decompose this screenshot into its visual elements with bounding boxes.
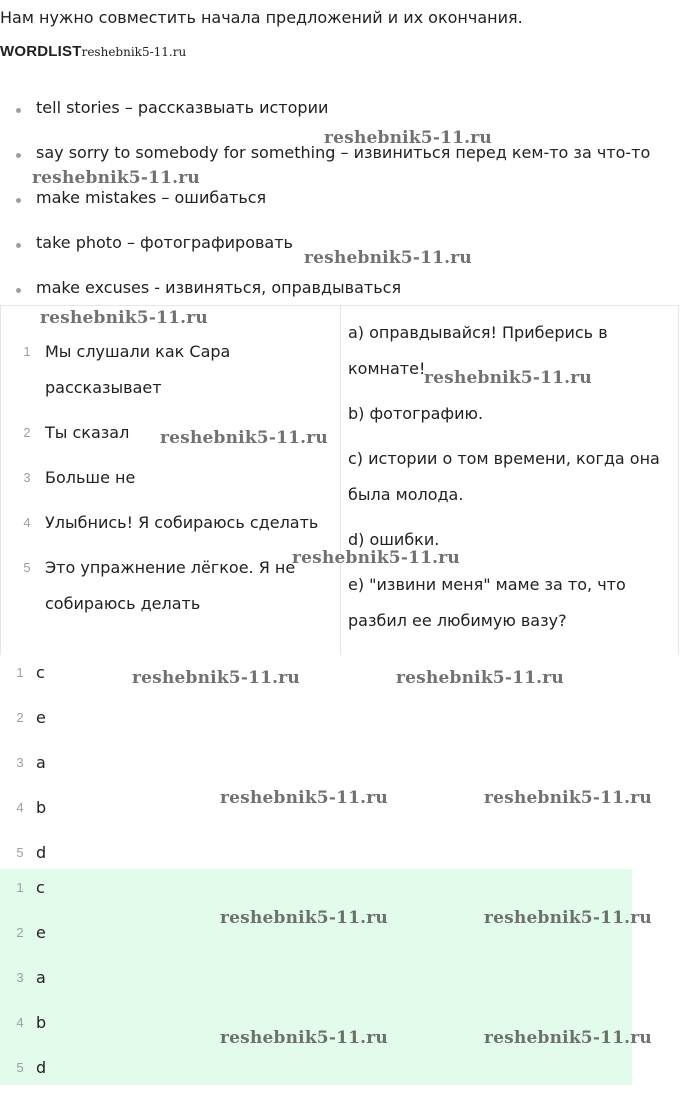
answer-item <box>0 915 46 960</box>
answer-item <box>0 700 46 745</box>
highlighted-answers-list <box>0 870 46 1095</box>
answer-text: b <box>36 1013 47 1032</box>
wordlist-item-text: tell stories – рассказвыать истории <box>36 98 329 117</box>
bullet-icon <box>16 288 21 293</box>
intro-text: Нам нужно совместить начала предложений и их окончания. <box>0 8 523 27</box>
watermark: reshebnik5-11.ru <box>40 308 208 328</box>
answer-number: 5 <box>16 845 24 860</box>
answer-number: 1 <box>16 665 24 680</box>
answer-text: a <box>36 753 46 772</box>
answer-number: 2 <box>16 925 24 940</box>
watermark: reshebnik5-11.ru <box>396 668 564 688</box>
list-item <box>1 334 339 406</box>
item-text: Это упражнение лёгкое. Я не собираюсь делать <box>45 558 296 613</box>
ending-item: a) оправдывайся! Приберись в комнате! <box>348 323 608 378</box>
answer-number: 4 <box>16 1015 24 1030</box>
item-text: Улыбнись! Я собираюсь сделать <box>45 513 319 532</box>
answer-item <box>0 745 46 790</box>
watermark: reshebnik5-11.ru <box>220 1028 388 1048</box>
column-divider <box>340 306 341 655</box>
ending-item: d) ошибки. <box>348 530 440 549</box>
answer-item <box>0 790 46 835</box>
sentence-endings <box>348 315 674 648</box>
item-number: 1 <box>23 344 31 359</box>
watermark: reshebnik5-11.ru <box>160 428 328 448</box>
answer-text: d <box>36 843 47 862</box>
watermark: reshebnik5-11.ru <box>324 128 492 148</box>
item-text: Больше не <box>45 468 136 487</box>
answer-text: c <box>36 878 45 897</box>
wordlist-item-text: make mistakes – ошибаться <box>36 188 267 207</box>
answer-text: b <box>36 798 47 817</box>
answer-number: 2 <box>16 710 24 725</box>
bullet-icon <box>16 243 21 248</box>
wordlist-item-text: say sorry to somebody for something – извиниться перед кем-то за что-то <box>36 143 651 162</box>
answer-number: 4 <box>16 800 24 815</box>
watermark: reshebnik5-11.ru <box>484 788 652 808</box>
watermark: reshebnik5-11.ru <box>220 788 388 808</box>
wordlist-item-text: make excuses - извиняться, оправдываться <box>36 278 402 297</box>
answer-item <box>0 1005 46 1050</box>
wordlist-item <box>0 186 650 231</box>
answer-text: d <box>36 1058 47 1077</box>
ending-item: b) фотографию. <box>348 404 484 423</box>
bullet-icon <box>16 108 21 113</box>
watermark: reshebnik5-11.ru <box>292 548 460 568</box>
wordlist-heading <box>0 42 186 62</box>
matching-table <box>0 305 679 655</box>
answer-number: 5 <box>16 1060 24 1075</box>
ending-item: e) "извини меня" маме за то, что разбил ее любимую вазу? <box>348 575 626 630</box>
watermark: reshebnik5-11.ru <box>484 1028 652 1048</box>
answer-text: c <box>36 663 45 682</box>
answer-item <box>0 1050 46 1095</box>
bullet-icon <box>16 198 21 203</box>
bullet-icon <box>16 153 21 158</box>
item-number: 2 <box>23 425 31 440</box>
wordlist-title: WORDLIST <box>0 43 82 60</box>
answer-item <box>0 655 46 700</box>
list-item <box>1 550 339 622</box>
watermark: reshebnik5-11.ru <box>304 248 472 268</box>
watermark: reshebnik5-11.ru <box>132 668 300 688</box>
answer-text: e <box>36 923 46 942</box>
answer-text: e <box>36 708 46 727</box>
wordlist-item-text: take photo – фотографировать <box>36 233 293 252</box>
answer-text: a <box>36 968 46 987</box>
highlighted-answers-background <box>0 869 632 1085</box>
ending-item: c) истории о том времени, когда она была молода. <box>348 449 660 504</box>
watermark: reshebnik5-11.ru <box>32 168 200 188</box>
answer-number: 1 <box>16 880 24 895</box>
answer-number: 3 <box>16 755 24 770</box>
item-text: Мы слушали как Сара рассказывает <box>45 342 231 397</box>
sentence-beginnings <box>1 334 339 631</box>
list-item <box>1 505 339 541</box>
watermark: reshebnik5-11.ru <box>424 368 592 388</box>
watermark: reshebnik5-11.ru <box>220 908 388 928</box>
answer-item <box>0 870 46 915</box>
item-text: Ты сказал <box>45 423 130 442</box>
answer-item <box>0 960 46 1005</box>
item-number: 4 <box>23 515 31 530</box>
item-number: 5 <box>23 560 31 575</box>
list-item <box>1 460 339 496</box>
watermark-inline: reshebnik5-11.ru <box>81 45 187 59</box>
item-number: 3 <box>23 470 31 485</box>
answer-number: 3 <box>16 970 24 985</box>
answers-list <box>0 655 46 880</box>
watermark: reshebnik5-11.ru <box>484 908 652 928</box>
